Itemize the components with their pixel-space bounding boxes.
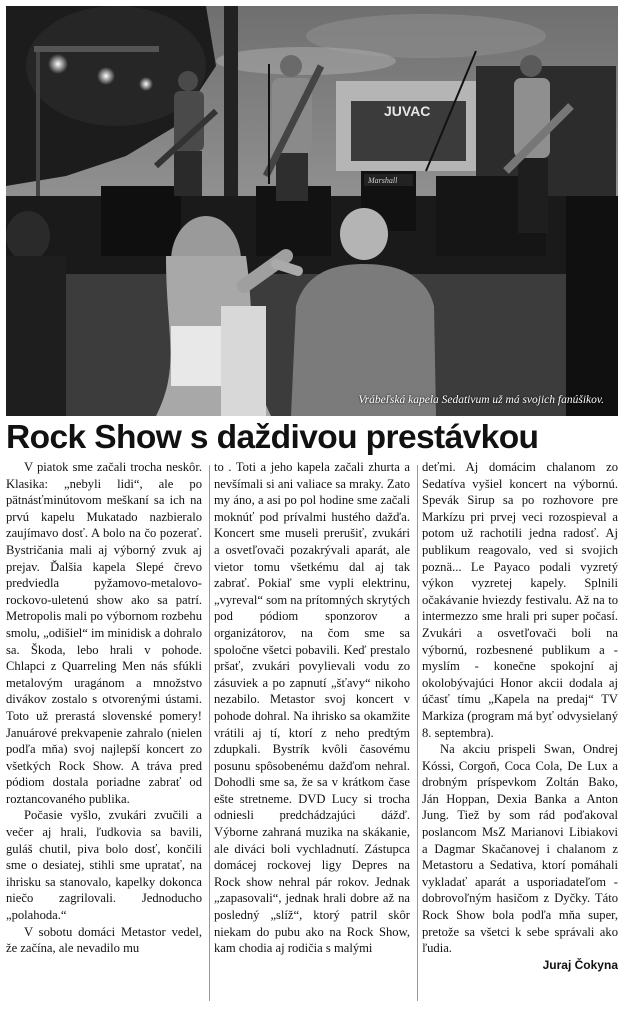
article-column-2 [214, 459, 410, 1007]
paragraph: Na akciu prispeli Swan, Ondrej Kóssi, Corgoň, Coca Cola, De Lux a drobným príspevkom Zoltán Bako, Ján Hoppan, Dexia Banka a Anton Jung. Tiež by som rád poďakoval poslancom MsZ Marianovi Libiakovi a Dagmar Skačanovej i chalanom z Metastoru a Sedativa, ktorí pomáhali vykladať aparát a usporiadateľom - dobrovoľným hasičom z Dyčky. Táto Rock Show bola podľa mňa super, pretože sa všetci k sebe správali ako ľudia. [422, 742, 618, 956]
banner-text: JUVAC [384, 103, 431, 119]
article-column-1 [6, 459, 202, 1007]
article-column-3 [422, 459, 618, 1007]
paragraph: V piatok sme začali trocha neskôr. Klasika: „nebyli lidi“, ale po pätnásťminútovom meškaní sa ich na prvú kapelu Mukatado nazbieralo zaujímavo dosť. A bolo na čo pozerať. Bystričania mali aj výborný zvuk aj prejav. Ďalšia kapela Slepé črevo predviedla pyžamovo-metalovo-rockovo-uletenú show ako sa patrí. Metropolis mali po výbornom rozbehu smolu, „odišiel“ im minidisk a dohralo sa. Škoda, lebo hrali v pohode. Chlapci z Quarreling Men nás sfúkli metalovým uragánom a množstvo divákov zostalo s otvorenými ústami. Toto už prerastá slovenské pomery! Januárové prekvapenie zahralo (nielen podľa mňa) svoj najlepší koncert zo všetkých Rock Show. A tráva pred pódiom dostala poriadne zabrať od roztancovaného publika. [6, 460, 202, 806]
column-divider [417, 465, 418, 1001]
concert-photo [6, 6, 618, 416]
author-name: Juraj Čokyna [542, 957, 618, 972]
concert-scene [6, 6, 618, 416]
paragraph: Počasie vyšlo, zvukári zvučili a večer aj hrali, ľudkovia sa bavili, guláš chutil, piva bolo dosť, končili sme o desiatej, stihli sme upratať, na ihrisku sa stanovalo, kapelky dokonca niečo zagrilovali. Jednoducho „polahoda.“ [6, 808, 202, 923]
paragraph: deťmi. Aj domácim chalanom zo Sedatíva vyšiel koncert na výbornú. Spevák Sirup sa po rozhovore pre Markízu pri prvej veci rozospieval a potom už rachotili jedna radosť. Aj publikum reagovalo, ved si svojich poznä... Le Payaco podali vyzretý výkon vyzretej kapely. Splnili očakávanie hviezdy festivalu. Až na to intermezzo sme hrali pri super počasí. Zvukári a osvetľovači boli na výbornú, rozbesnené publikum a - myslím - konečne spokojní aj okolobývajúci Honor akcii dodala aj účasť tímu „Kapela na predaj“ TV Markiza (program má byť odvysielaný 8. septembra). [422, 460, 618, 740]
article-headline: Rock Show s daždivou prestávkou [6, 419, 539, 456]
column-divider [209, 465, 210, 1001]
photo-caption: Vrábeľská kapela Sedativum už má svojich fanúšikov. [358, 394, 604, 406]
article-body [6, 459, 618, 1007]
paragraph: V sobotu domáci Metastor vedel, že začína, ale nevadilo mu [6, 924, 202, 956]
amp-brand: Marshall [368, 176, 398, 185]
paragraph: to . Toti a jeho kapela začali zhurta a nevšímali si ani valiace sa mraky. Zato my áno, a asi po pol hodine sme začali moknúť pod prívalmi hustého dažďa. Koncert sme museli prerušiť, zvukári a osvetľovači pozakrývali aparát, ale vietor tomu všetkému dal aj tak zabrať. Pokiaľ sme vypli elektrinu, „vyreval“ som na prítomných skrytých pod pódiom sponzorov a organizátorov, na čom sme sa spoločne všetci pobavili. Keď prestalo pršať, zvukári povylievali vodu zo zásuviek a po zapnutí „šťavy“ nikoho nezabilo. Metastor svoj koncert v pohode dohral. Na ihrisko sa okamžite vrátili aj tí, ktorí z neho predtým zdupkali. Bystrík kvôli časovému posunu spôsobenému dažďom nehral. Dohodli sme sa, že sa v krátkom čase ešte stretneme. DVD Lucy si trocha odniesli predchádzajúci dážď. Výborne zahraná muzika na skákanie, ale diváci boli vychladnutí. Zástupca domácej rockovej ligy Depres na Rock show nehral pár rokov. Jednak „zapasovali“, jednak hrali dobre až na posledný „slíž“, ktorý patril skôr niekam do pubu ako na Rock Show, kam chodia aj rodičia s malými [214, 460, 410, 956]
